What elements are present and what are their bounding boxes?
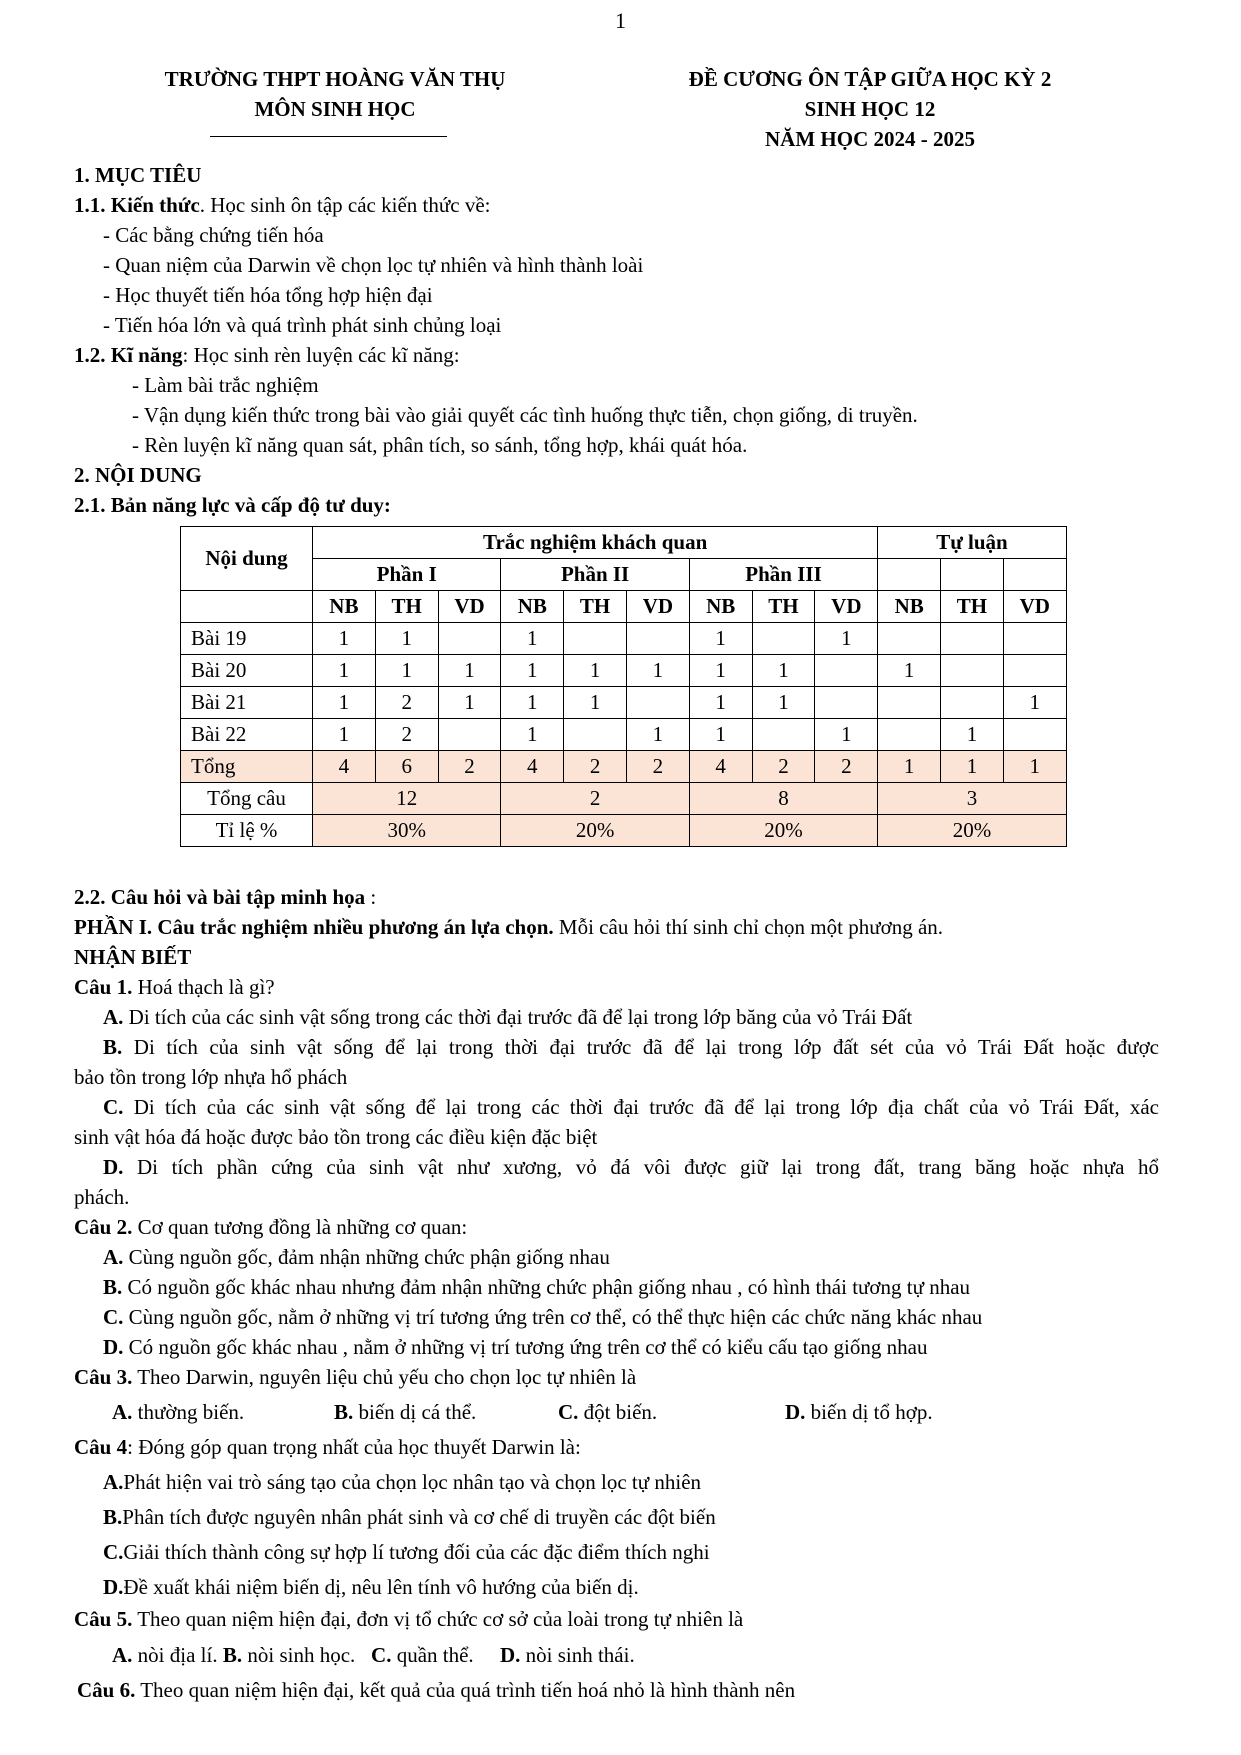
question-text: Theo Darwin, nguyên liệu chủ yếu cho chọn lọc tự nhiên là: [132, 1365, 637, 1389]
q1-option-d: [103, 1152, 1159, 1182]
matrix-cell: [564, 719, 627, 751]
question-label: Câu 6.: [77, 1678, 136, 1702]
tong-cau-cell: 2: [501, 783, 689, 815]
matrix-cell: 1: [626, 655, 689, 687]
level-header: VD: [626, 591, 689, 623]
matrix-cell: 1: [626, 719, 689, 751]
question-3: [74, 1362, 636, 1392]
matrix-row: [181, 751, 1067, 783]
illustration-heading: [74, 882, 376, 912]
level-header-row: [181, 591, 1067, 623]
matrix-cell: 1: [815, 719, 878, 751]
school-year: NĂM HỌC 2024 - 2025: [765, 127, 975, 151]
matrix-cell: 1: [815, 623, 878, 655]
competency-matrix-table: [180, 526, 1067, 847]
option-text: Đề xuất khái niệm biến dị, nêu lên tính vô hướng của biến dị.: [123, 1575, 639, 1599]
question-label: Câu 4: [74, 1435, 128, 1459]
option-text: Phân tích được nguyên nhân phát sinh và cơ chế di truyền các đột biến: [122, 1505, 716, 1529]
matrix-cell: 6: [375, 751, 438, 783]
matrix-cell: 2: [375, 719, 438, 751]
question-1: [74, 972, 275, 1002]
matrix-cell: 1: [313, 687, 376, 719]
row-label: Bài 20: [181, 655, 313, 687]
empty-header-cell: [1003, 559, 1066, 591]
matrix-cell: 4: [501, 751, 564, 783]
level-header: VD: [438, 591, 501, 623]
matrix-cell: 1: [689, 719, 752, 751]
level-header: TH: [752, 591, 815, 623]
matrix-cell: 2: [626, 751, 689, 783]
matrix-cell: [815, 687, 878, 719]
q4-option-a: [103, 1467, 701, 1497]
option-letter: A.: [103, 1470, 124, 1494]
matrix-row: [181, 623, 1067, 655]
q3-option-c: [558, 1397, 657, 1427]
q1-option-d-cont: phách.: [74, 1185, 130, 1209]
q1-option-c-cont: sinh vật hóa đá hoặc được bảo tồn trong các điều kiện đặc biệt: [74, 1125, 598, 1149]
matrix-cell: [878, 687, 941, 719]
matrix-row: [181, 687, 1067, 719]
matrix-cell: [626, 687, 689, 719]
option-letter: A.: [112, 1400, 133, 1424]
q1-option-c: [103, 1092, 1159, 1122]
matrix-cell: 1: [752, 687, 815, 719]
ti-le-label: Tỉ lệ %: [181, 815, 313, 847]
matrix-cell: 4: [689, 751, 752, 783]
option-text: quần thể.: [391, 1643, 474, 1667]
matrix-row: [181, 719, 1067, 751]
tong-cau-cell: 12: [313, 783, 501, 815]
ki-nang-item: - Làm bài trắc nghiệm: [132, 373, 319, 397]
table-corner-header: Nội dung: [181, 527, 313, 591]
page-number: 1: [615, 8, 626, 33]
option-letter: A.: [103, 1005, 124, 1029]
matrix-cell: 1: [1003, 687, 1066, 719]
matrix-cell: [438, 719, 501, 751]
matrix-cell: 2: [564, 751, 627, 783]
question-text: Hoá thạch là gì?: [132, 975, 275, 999]
option-letter: C.: [103, 1540, 124, 1564]
option-letter: C.: [103, 1095, 124, 1119]
ti-le-cell: 30%: [313, 815, 501, 847]
option-letter: B.: [103, 1035, 123, 1059]
matrix-cell: [438, 623, 501, 655]
matrix-cell: 2: [438, 751, 501, 783]
empty-header-cell: [181, 591, 313, 623]
q1-option-b: [103, 1032, 1159, 1062]
q2-option-d: [103, 1332, 927, 1362]
part-header: Phần I: [313, 559, 501, 591]
matrix-cell: [626, 623, 689, 655]
row-label: Bài 22: [181, 719, 313, 751]
question-2: [74, 1212, 467, 1242]
essay-header: Tự luận: [878, 527, 1066, 559]
matrix-cell: 2: [815, 751, 878, 783]
ti-le-cell: 20%: [501, 815, 689, 847]
level-header: TH: [375, 591, 438, 623]
q4-option-b: [103, 1502, 716, 1532]
kien-thuc-heading: [74, 190, 490, 220]
q3-option-d: [785, 1397, 933, 1427]
option-letter: C.: [371, 1643, 392, 1667]
matrix-row: [181, 655, 1067, 687]
q3-option-b: [334, 1397, 476, 1427]
kien-thuc-item: - Các bằng chứng tiến hóa: [103, 223, 324, 247]
option-letter: C.: [103, 1305, 124, 1329]
tong-cau-row: [181, 783, 1067, 815]
part1-title: PHẦN I. Câu trắc nghiệm nhiều phương án lựa chọn.: [74, 915, 554, 939]
part-header: Phần III: [689, 559, 878, 591]
option-text: nòi sinh thái.: [520, 1643, 635, 1667]
question-label: Câu 3.: [74, 1365, 133, 1389]
option-letter: D.: [785, 1400, 806, 1424]
option-text: Cùng nguồn gốc, đảm nhận những chức phận giống nhau: [123, 1245, 610, 1269]
q1-option-a: [103, 1002, 912, 1032]
matrix-cell: 2: [375, 687, 438, 719]
kien-thuc-text: . Học sinh ôn tập các kiến thức về:: [199, 193, 491, 217]
matrix-cell: [941, 687, 1004, 719]
question-text: : Đóng góp quan trọng nhất của học thuyết Darwin là:: [127, 1435, 581, 1459]
option-text: biến dị tổ hợp.: [805, 1400, 933, 1424]
matrix-cell: 1: [1003, 751, 1066, 783]
illustration-heading-label: 2.2. Câu hỏi và bài tập minh họa: [74, 885, 366, 909]
matrix-cell: [1003, 623, 1066, 655]
ti-le-row: [181, 815, 1067, 847]
matrix-cell: [941, 623, 1004, 655]
exam-subject: SINH HỌC 12: [804, 97, 936, 121]
matrix-cell: [878, 623, 941, 655]
q5-options: [112, 1640, 635, 1670]
option-text: Có nguồn gốc khác nhau , nằm ở những vị trí tương ứng trên cơ thể có kiểu cấu tạo giống nhau: [123, 1335, 928, 1359]
matrix-cell: 1: [438, 655, 501, 687]
matrix-cell: 1: [313, 655, 376, 687]
question-label: Câu 2.: [74, 1215, 133, 1239]
ki-nang-text: : Học sinh rèn luyện các kĩ năng:: [182, 343, 460, 367]
option-letter: D.: [103, 1335, 124, 1359]
kien-thuc-item: - Học thuyết tiến hóa tổng hợp hiện đại: [103, 283, 433, 307]
school-name: TRƯỜNG THPT HOÀNG VĂN THỤ: [164, 67, 506, 91]
matrix-cell: 1: [375, 655, 438, 687]
matrix-cell: 1: [501, 655, 564, 687]
ki-nang-label: 1.2. Kĩ năng: [74, 343, 183, 367]
ti-le-cell: 20%: [878, 815, 1066, 847]
level-header: VD: [815, 591, 878, 623]
question-text: Theo quan niệm hiện đại, đơn vị tổ chức cơ sở của loài trong tự nhiên là: [132, 1607, 744, 1631]
matrix-cell: 1: [752, 655, 815, 687]
level-header: NB: [689, 591, 752, 623]
part-header: Phần II: [501, 559, 689, 591]
level-header: VD: [1003, 591, 1066, 623]
objective-test-header: Trắc nghiệm khách quan: [313, 527, 878, 559]
matrix-cell: 1: [375, 623, 438, 655]
level-header: TH: [564, 591, 627, 623]
level-header: NB: [501, 591, 564, 623]
matrix-cell: [752, 719, 815, 751]
matrix-cell: 2: [752, 751, 815, 783]
ki-nang-item: - Rèn luyện kĩ năng quan sát, phân tích, so sánh, tổng hợp, khái quát hóa.: [132, 433, 748, 457]
option-text: biến dị cá thể.: [353, 1400, 477, 1424]
q3-option-a: [112, 1397, 244, 1427]
matrix-cell: [1003, 655, 1066, 687]
matrix-cell: 1: [501, 623, 564, 655]
subject-name: MÔN SINH HỌC: [254, 97, 416, 121]
option-text: đột biến.: [578, 1400, 658, 1424]
matrix-heading: 2.1. Bản năng lực và cấp độ tư duy:: [74, 493, 391, 517]
option-letter: A.: [112, 1643, 133, 1667]
matrix-cell: 1: [689, 623, 752, 655]
option-text: nòi địa lí.: [132, 1643, 218, 1667]
option-letter: B.: [334, 1400, 354, 1424]
option-letter: D.: [103, 1155, 124, 1179]
level-label-nhan-biet: NHẬN BIẾT: [74, 945, 192, 969]
option-letter: B.: [103, 1505, 123, 1529]
matrix-cell: [878, 719, 941, 751]
option-text: Giải thích thành công sự hợp lí tương đối của các đặc điểm thích nghi: [123, 1540, 710, 1564]
option-letter: D.: [103, 1575, 124, 1599]
matrix-cell: 1: [878, 751, 941, 783]
option-text: nòi sinh học.: [242, 1643, 356, 1667]
matrix-cell: 1: [689, 655, 752, 687]
level-header: TH: [941, 591, 1004, 623]
matrix-cell: 1: [941, 751, 1004, 783]
option-text: Di tích của các sinh vật sống để lại trong các thời đại trước đã để lại trong lớp địa chất của vỏ Trái Đất, xác: [123, 1095, 1159, 1119]
question-text: Theo quan niệm hiện đại, kết quả của quá trình tiến hoá nhỏ là hình thành nên: [135, 1678, 796, 1702]
option-letter: B.: [222, 1643, 243, 1667]
q2-option-a: [103, 1242, 610, 1272]
illustration-heading-tail: :: [365, 885, 377, 909]
tong-cau-label: Tổng câu: [181, 783, 313, 815]
school-header: [90, 64, 580, 124]
part1-heading: [74, 912, 943, 942]
option-text: Cùng nguồn gốc, nằm ở những vị trí tương ứng trên cơ thể, có thể thực hiện các chức năng khác nhau: [123, 1305, 983, 1329]
header-divider: [210, 136, 447, 137]
ki-nang-heading: [74, 340, 460, 370]
matrix-cell: 1: [689, 687, 752, 719]
exam-title: ĐỀ CƯƠNG ÔN TẬP GIỮA HỌC KỲ 2: [688, 67, 1052, 91]
section-title-muc-tieu: 1. MỤC TIÊU: [74, 163, 202, 187]
empty-header-cell: [878, 559, 941, 591]
question-label: Câu 5.: [74, 1607, 133, 1631]
option-letter: D.: [499, 1643, 521, 1667]
matrix-cell: [1003, 719, 1066, 751]
kien-thuc-item: - Quan niệm của Darwin về chọn lọc tự nhiên và hình thành loài: [103, 253, 644, 277]
tong-cau-cell: 8: [689, 783, 878, 815]
option-letter: A.: [103, 1245, 124, 1269]
option-letter: B.: [103, 1275, 123, 1299]
q4-option-c: [103, 1537, 710, 1567]
matrix-cell: 1: [313, 719, 376, 751]
ti-le-cell: 20%: [689, 815, 878, 847]
question-4: [74, 1432, 581, 1462]
empty-header-cell: [941, 559, 1004, 591]
option-text: Có nguồn gốc khác nhau nhưng đảm nhận những chức phận giống nhau , có hình thái tương tự nhau: [122, 1275, 971, 1299]
matrix-cell: [564, 623, 627, 655]
question-6: [77, 1675, 795, 1705]
option-text: Phát hiện vai trò sáng tạo của chọn lọc nhân tạo và chọn lọc tự nhiên: [123, 1470, 702, 1494]
option-text: Di tích phần cứng của sinh vật như xương, vỏ đá vôi được giữ lại trong đất, trang băng hoặc nhựa hổ: [123, 1155, 1159, 1179]
row-label: Bài 19: [181, 623, 313, 655]
kien-thuc-item: - Tiến hóa lớn và quá trình phát sinh chủng loại: [103, 313, 502, 337]
ki-nang-item: - Vận dụng kiến thức trong bài vào giải quyết các tình huống thực tiễn, chọn giống, di truyền.: [132, 403, 918, 427]
matrix-cell: 1: [564, 687, 627, 719]
option-text: Di tích của sinh vật sống để lại trong thời đại trước đã để lại trong lớp đất sét của vỏ Trái Đất hoặc được: [122, 1035, 1159, 1059]
exam-header: [640, 64, 1100, 154]
question-5: [74, 1604, 743, 1634]
q2-option-c: [103, 1302, 982, 1332]
level-header: NB: [313, 591, 376, 623]
q1-option-b-cont: bảo tồn trong lớp nhựa hổ phách: [74, 1065, 348, 1089]
matrix-cell: [752, 623, 815, 655]
option-text: thường biến.: [132, 1400, 245, 1424]
q4-option-d: [103, 1572, 639, 1602]
matrix-cell: 1: [313, 623, 376, 655]
question-text: Cơ quan tương đồng là những cơ quan:: [132, 1215, 468, 1239]
part1-instruction: Mỗi câu hỏi thí sinh chỉ chọn một phương án.: [553, 915, 944, 939]
matrix-cell: 1: [501, 687, 564, 719]
matrix-cell: 1: [878, 655, 941, 687]
matrix-cell: 1: [564, 655, 627, 687]
matrix-cell: 1: [941, 719, 1004, 751]
matrix-cell: [941, 655, 1004, 687]
tong-cau-cell: 3: [878, 783, 1066, 815]
section-title-noi-dung: 2. NỘI DUNG: [74, 463, 202, 487]
matrix-cell: [815, 655, 878, 687]
matrix-cell: 4: [313, 751, 376, 783]
level-header: NB: [878, 591, 941, 623]
matrix-cell: 1: [501, 719, 564, 751]
question-label: Câu 1.: [74, 975, 133, 999]
row-label: Tổng: [181, 751, 313, 783]
option-letter: C.: [558, 1400, 579, 1424]
matrix-cell: 1: [438, 687, 501, 719]
q2-option-b: [103, 1272, 970, 1302]
row-label: Bài 21: [181, 687, 313, 719]
kien-thuc-label: 1.1. Kiến thức: [74, 193, 200, 217]
option-text: Di tích của các sinh vật sống trong các thời đại trước đã để lại trong lớp băng của vỏ Trái Đất: [123, 1005, 913, 1029]
